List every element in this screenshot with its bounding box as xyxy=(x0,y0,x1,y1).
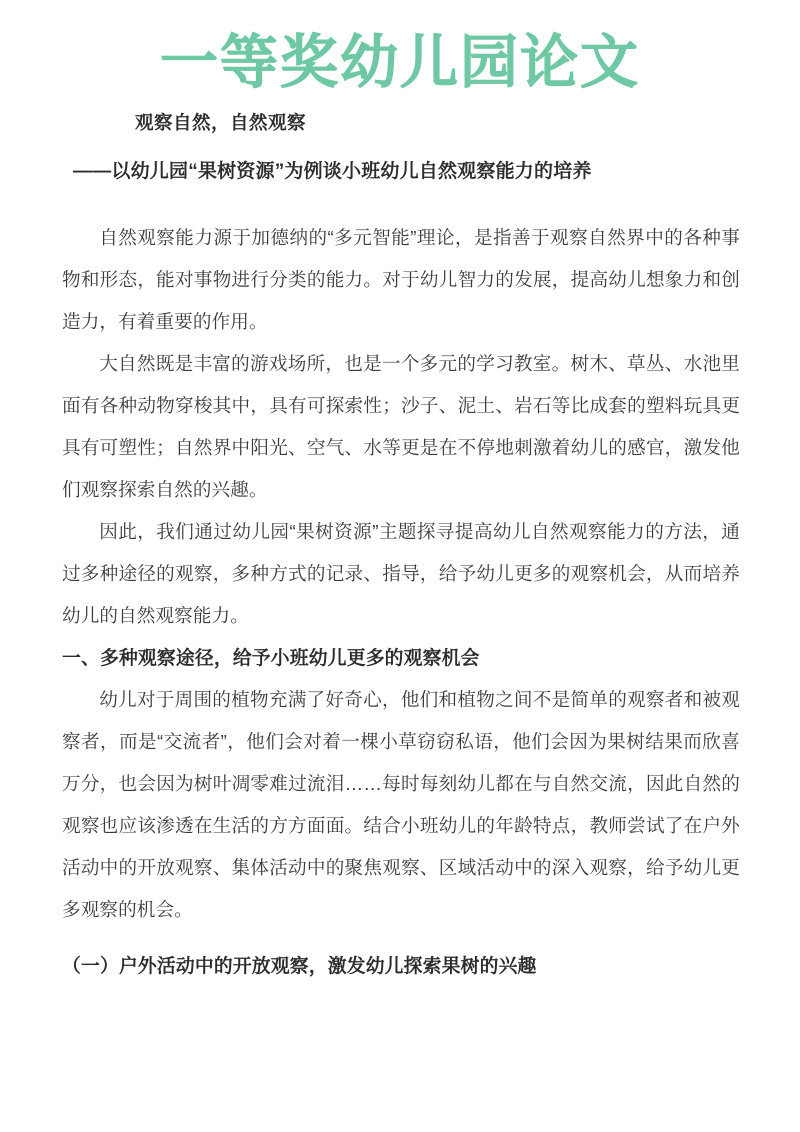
banner-title: 一等奖幼儿园论文 xyxy=(159,28,640,96)
document-heading-block xyxy=(0,95,800,189)
section-paragraph-1: 幼儿对于周围的植物充满了好奇心，他们和植物之间不是简单的观察者和被观察者，而是“交流者”，他们会对着一棵小草窃窃私语，他们会因为果树结果而欣喜万分，也会因为树叶凋零难过流泪……每时每刻幼儿都在与自然交流，因此自然的观察也应该渗透在生活的方方面面。结合小班幼儿的年龄特点，教师尝试了在户外活动中的开放观察、集体活动中的聚焦观察、区域活动中的深入观察，给予幼儿更多观察的机会。 xyxy=(62,689,740,921)
document-subtitle: 观察自然，自然观察 xyxy=(135,111,307,133)
document-main-title: ——以幼儿园“果树资源”为例谈小班幼儿自然观察能力的培养 xyxy=(73,161,592,183)
paragraph-3: 因此，我们通过幼儿园“果树资源”主题探寻提高幼儿自然观察能力的方法，通过多种途径的观察，多种方式的记录、指导，给予幼儿更多的观察机会，从而培养幼儿的自然观察能力。 xyxy=(62,521,740,627)
section-heading-1: 一、多种观察途径，给予小班幼儿更多的观察机会 xyxy=(62,647,480,669)
sub-heading-1: （一）户外活动中的开放观察，激发幼儿探索果树的兴趣 xyxy=(62,955,537,977)
paragraph-1: 自然观察能力源于加德纳的“多元智能”理论，是指善于观察自然界中的各种事物和形态，能对事物进行分类的能力。对于幼儿智力的发展，提高幼儿想象力和创造力，有着重要的作用。 xyxy=(62,227,740,333)
document-body xyxy=(0,189,800,987)
paragraph-2: 大自然既是丰富的游戏场所，也是一个多元的学习教室。树木、草丛、水池里面有各种动物穿梭其中，具有可探索性；沙子、泥土、岩石等比成套的塑料玩具更具有可塑性；自然界中阳光、空气、水等更是在不停地刺激着幼儿的感官，激发他们观察探索自然的兴趣。 xyxy=(62,353,740,501)
